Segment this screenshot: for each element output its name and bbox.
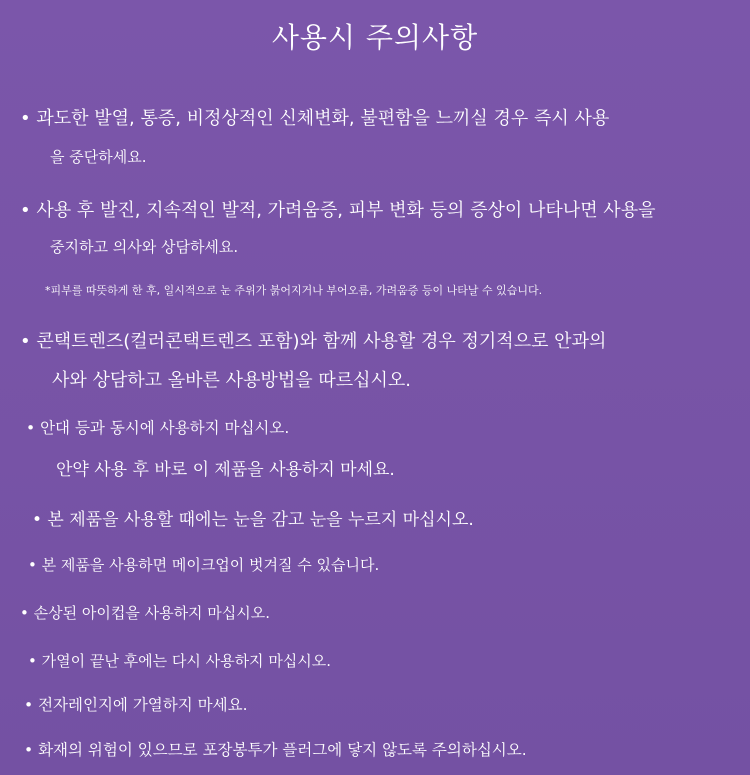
- caution-note: *피부를 따뜻하게 한 후, 일시적으로 눈 주위가 붉어지거나 부어오름, 가려움증 등이 나타날 수 있습니다.: [45, 284, 543, 297]
- caution-item-5: • 본 제품을 사용할 때에는 눈을 감고 눈을 누르지 마십시오.: [32, 510, 474, 530]
- page-title: 사용시 주의사항: [271, 21, 479, 54]
- caution-item-10: • 화재의 위험이 있으므로 포장봉투가 플러그에 닿지 않도록 주의하십시오.: [24, 741, 527, 759]
- caution-item-3-cont: 사와 상담하고 올바른 사용방법을 따르십시오.: [52, 370, 411, 391]
- caution-item-7: • 손상된 아이컵을 사용하지 마십시오.: [20, 604, 271, 622]
- caution-item-1: • 과도한 발열, 통증, 비정상적인 신체변화, 불편함을 느끼실 경우 즉시 사용: [20, 108, 610, 129]
- caution-item-2-cont: 중지하고 의사와 상담하세요.: [50, 238, 239, 256]
- caution-item-4: • 안대 등과 동시에 사용하지 마십시오.: [26, 419, 290, 437]
- caution-item-3: • 콘택트렌즈(컬러콘택트렌즈 포함)와 함께 사용할 경우 정기적으로 안과의: [20, 331, 607, 352]
- caution-item-9: • 전자레인지에 가열하지 마세요.: [24, 696, 248, 714]
- caution-item-4-cont: 안약 사용 후 바로 이 제품을 사용하지 마세요.: [56, 460, 395, 480]
- caution-item-8: • 가열이 끝난 후에는 다시 사용하지 마십시오.: [28, 652, 332, 670]
- caution-item-2: • 사용 후 발진, 지속적인 발적, 가려움증, 피부 변화 등의 증상이 나타나면 사용을: [20, 200, 656, 221]
- caution-item-1-cont: 을 중단하세요.: [50, 148, 147, 166]
- caution-item-6: • 본 제품을 사용하면 메이크업이 벗겨질 수 있습니다.: [28, 556, 380, 574]
